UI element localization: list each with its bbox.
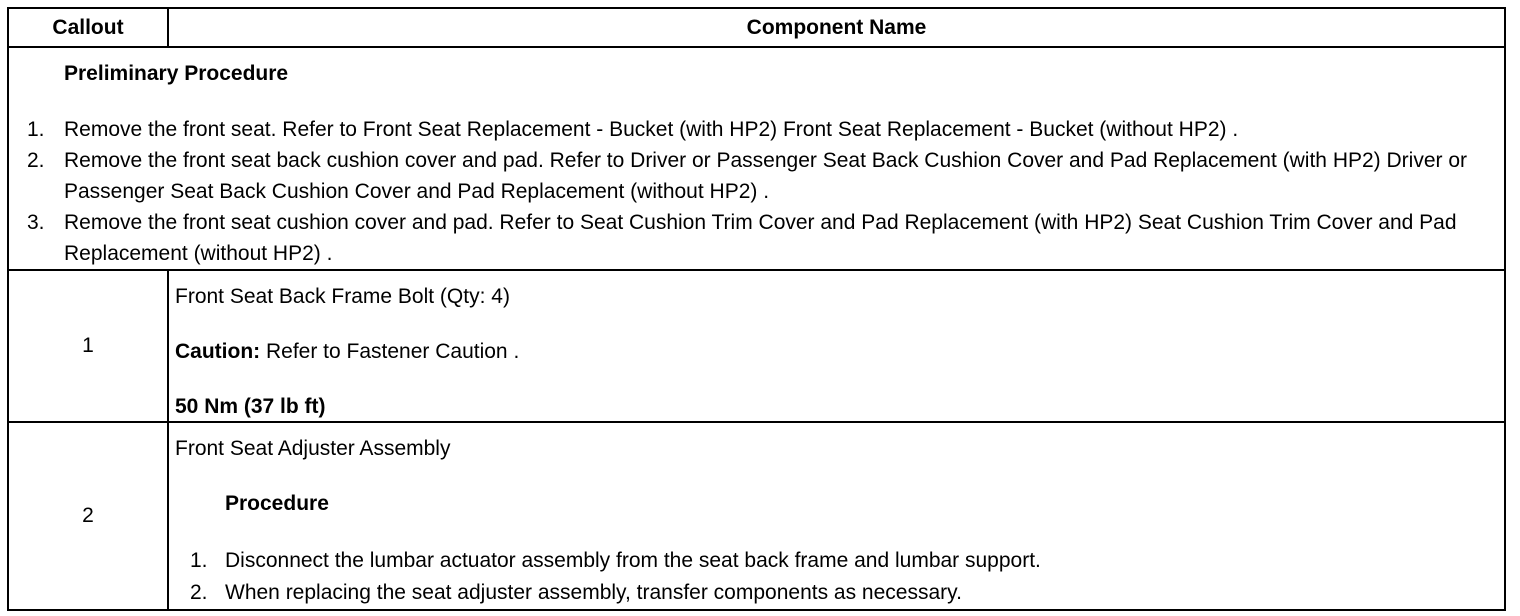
step-text: When replacing the seat adjuster assembly, transfer components as necessary. [225,581,962,604]
torque-spec: 50 Nm (37 lb ft) [175,395,326,418]
step-text: Remove the front seat back cushion cover and pad. Refer to Driver or Passenger Seat Back Cushion Cover and Pad Replacement (with HP2) Driver or Passenger Seat Back Cushion Cover and Pad Replacement (without HP2) . [64,149,1468,203]
step-text: Disconnect the lumbar actuator assembly from the seat back frame and lumbar support. [225,549,1041,572]
table-row [8,422,1505,610]
caution-label: Caution: [175,340,261,363]
component-name-header: Component Name [168,8,1505,47]
list-item [9,145,1504,207]
callout-number: 1 [8,270,168,422]
preliminary-row [8,47,1505,270]
procedure-steps [175,545,1504,609]
list-item [9,207,1504,269]
table-row [8,270,1505,422]
procedure-table [7,7,1506,611]
step-number: 1. [27,118,45,141]
list-item [175,545,1504,577]
step-text: Remove the front seat. Refer to Front Seat Replacement - Bucket (with HP2) Front Seat Replacement - Bucket (without HP2) . [64,118,1239,141]
list-item [9,114,1504,145]
step-number: 2. [190,581,208,604]
header-row [8,8,1505,47]
component-cell [168,422,1505,610]
procedure-title: Procedure [225,492,329,515]
preliminary-title: Preliminary Procedure [64,62,289,85]
preliminary-cell [8,47,1505,270]
step-number: 3. [27,211,45,234]
component-name: Front Seat Back Frame Bolt (Qty: 4) [175,285,510,308]
list-item [175,577,1504,609]
component-name: Front Seat Adjuster Assembly [175,437,451,460]
step-number: 2. [27,149,45,172]
callout-header: Callout [8,8,168,47]
step-number: 1. [190,549,208,572]
preliminary-steps [9,114,1504,269]
caution-line [175,338,1504,366]
component-cell [168,270,1505,422]
caution-text: Refer to Fastener Caution . [260,340,520,363]
callout-number: 2 [8,422,168,610]
step-text: Remove the front seat cushion cover and pad. Refer to Seat Cushion Trim Cover and Pad Replacement (with HP2) Seat Cushion Trim Cover and Pad Replacement (without HP2) . [64,211,1457,265]
